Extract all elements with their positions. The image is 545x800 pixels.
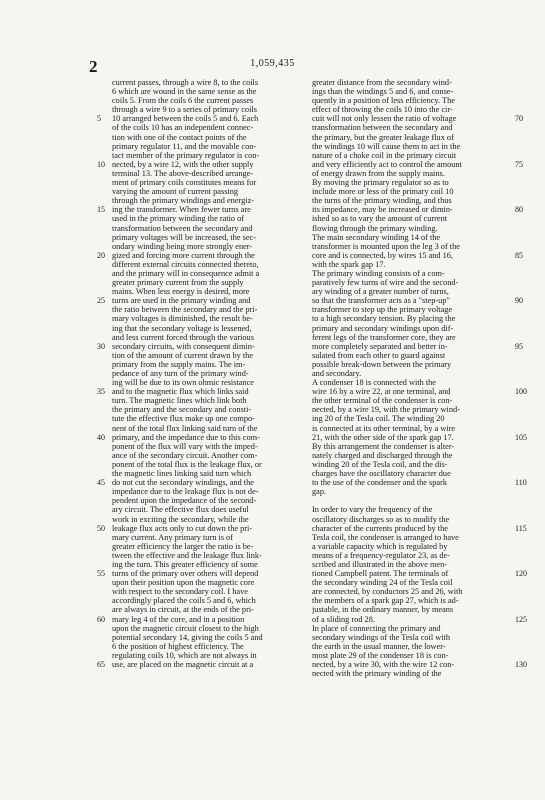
text-line: varying the amount of current passing [112,187,239,197]
text-line: primary, and the impedance due to this com- [112,432,260,442]
text-line: 10 arranged between the coils 5 and 6. Each [112,114,259,124]
text-line: primary regulator 11, and the movable con- [112,141,257,151]
text-line: transformer is mounted upon the leg 3 of the [312,241,460,251]
text-line: possible break-down between the primary [312,359,452,369]
text-line: ary circuit. The effective flux does useful [112,505,249,515]
text-line: is connected at its other terminal, by a wire [312,423,456,433]
text-line: and very efficiently act to control the amount [312,159,462,169]
text-line: of the coils 10 has an independent connec- [112,123,254,133]
text-line [312,496,510,505]
text-line: 6 which are wound in the same sense as the [112,87,257,97]
line-number: 105 [515,432,527,442]
line-number: 130 [515,660,527,670]
text-line: the primary, but the greater leakage flux of [312,132,454,142]
text-line: paratively few turns of wire and the second- [312,278,459,288]
text-line: leakage flux acts only to cut down the pri- [112,523,253,533]
text-line: of energy drawn from the supply mains. [312,168,445,178]
text-line: ished so as to vary the amount of current [312,214,448,224]
text-line: more completely separated and better in- [312,341,448,351]
text-line: mary voltages is diminished, the result be- [112,314,253,324]
text-line: transformation between the secondary and [312,123,453,133]
text-line: In place of connecting the primary and [312,623,441,633]
text-line: nately charged and discharged through the [312,450,453,460]
text-line: transformation between the secondary and [112,223,253,233]
text-line: pedance of any turn of the primary wind- [112,369,249,378]
text-line: of a sliding rod 28. [312,614,375,624]
text-line: ings than the windings 5 and 6, and conse- [312,87,454,97]
text-line: tact member of the primary regulator is con- [112,150,260,160]
text-line: nature of a choke coil in the primary circuit [312,150,457,160]
text-line: a variable capacity which is regulated by [312,541,448,551]
text-line: nected, by a wire 30, with the wire 12 con- [312,660,455,669]
text-line: secondary windings of the Tesla coil with [312,632,450,642]
line-number: 40 [97,432,105,442]
text-line: nected, by a wire 19, with the primary wind- [312,405,460,415]
line-number: 30 [97,341,105,351]
text-line: cuit will not only lessen the ratio of voltage [312,114,457,124]
text-line: ing 20 of the Tesla coil. The winding 20 [312,414,445,424]
text-line: ary winding of a greater number of turns, [312,287,449,297]
text-line: nent of the total flux linking said turn of the [112,423,258,433]
text-line: include more or less of the primary coil 10 [312,187,454,197]
text-line: sulated from each other to guard against [312,350,446,360]
line-number: 100 [515,387,527,397]
text-line: so that the transformer acts as a "step-up" [312,296,450,306]
text-line: the magnetic lines linking said turn which [112,469,252,479]
line-number: 125 [515,614,527,624]
text-line: By moving the primary regulator so as to [312,178,449,188]
text-line: effect of throwing the coils 10 into the cir- [312,105,453,115]
text-line: upon the magnetic circuit closest to the high [112,623,259,633]
text-line: tion of the amount of current drawn by the [112,350,254,360]
text-line: mains. When less energy is desired, more [112,287,250,297]
text-line: do not cut the secondary windings, and the [112,478,254,488]
right-text-column [312,78,510,678]
line-number: 50 [97,523,105,533]
text-line: potential secondary 14, giving the coils 5 and [112,632,263,642]
text-line: turns of the primary over others will depend [112,569,259,579]
line-number: 15 [97,205,105,215]
line-number: 110 [515,478,527,488]
text-line: nected with the primary winding of the [312,669,442,679]
text-line: gized and forcing more current through the [112,250,255,260]
text-line: ponent of the flux will vary with the imped- [112,441,258,451]
text-line: to the use of the condenser and the spark [312,478,448,488]
line-number: 85 [515,250,523,260]
text-line: the other terminal of the condenser is con- [312,396,453,406]
text-line: mary current. Any primary turn is of [112,532,233,542]
text-line: mary leg 4 of the core, and in a position [112,614,245,624]
text-line: are always in circuit, at the ends of the pri- [112,605,254,615]
text-line: and the primary will in consequence admit a [112,268,260,278]
text-line: nected, by a wire 12, with the other supply [112,159,254,169]
line-number: 115 [515,523,527,533]
text-line: terminal 13. The above-described arrange- [112,168,254,178]
line-number: 55 [97,569,105,579]
text-line: are connected, by conductors 25 and 26, with [312,587,463,597]
text-line: greater distance from the secondary wind- [312,78,452,87]
text-line: upon their position upon the magnetic core [112,578,255,588]
text-line: winding 20 of the Tesla coil, and the dis- [312,459,448,469]
text-line: gap. [312,487,327,497]
text-line: The main secondary winding 14 of the [312,232,441,242]
text-line: greater efficiency the larger the ratio is be- [112,541,254,551]
text-line: the turns of the primary winding, and thus [312,196,452,206]
text-line: quently in a position of less efficiency. The [312,96,455,106]
line-number: 5 [97,114,101,124]
text-line: wire 16 by a wire 22, at one terminal, and [312,387,451,397]
text-line: through the primary windings and energiz- [112,196,255,206]
text-line: 6 the position of highest efficiency. The [112,641,244,651]
text-line: charges have the oscillatory character due [312,469,451,479]
text-line: impedance due to the leakage flux is not de- [112,487,259,497]
text-line: regulating coils 10, which are not always in [112,650,257,660]
line-number: 75 [515,159,523,169]
text-line: ance of the secondary circuit. Another com- [112,450,258,460]
text-line: most plate 29 of the condenser 18 is con- [312,650,449,660]
text-line: secondary circuits, with consequent dimin- [112,341,255,351]
text-line: scribed and illustrated in the above men- [312,559,448,569]
line-number: 120 [515,569,527,579]
line-number: 65 [97,660,105,670]
text-line: ing the turn. This greater efficiency of some [112,559,258,569]
text-line: ferent legs of the transformer core, they are [312,332,456,342]
text-line: justable, in the ordinary manner, by means [312,605,454,615]
text-line: oscillatory discharges so as to modify the [312,514,450,524]
text-line: through a wire 9 to a series of primary coils [112,105,257,115]
text-line: and less current forced through the various [112,332,254,342]
text-line: In order to vary the frequency of the [312,505,433,515]
text-line: ment of primary coils constitutes means for [112,178,257,188]
text-line: ing will be due to its own ohmic resistance [112,378,254,388]
text-line: ondary winding being more strongly ener- [112,241,253,251]
line-number: 70 [515,114,523,124]
text-line: Tesla coil, the condenser is arranged to have [312,532,459,542]
text-line: By this arrangement the condenser is alter- [312,441,455,451]
text-line: means of a frequency-regulator 23, as de- [312,550,450,560]
text-line: tute the effective flux make up one compo- [112,414,255,424]
text-line: turn. The magnetic lines which link both [112,396,247,406]
line-number: 90 [515,296,523,306]
text-line: different external circuits connected thereto, [112,259,259,269]
line-number: 35 [97,387,105,397]
line-number: 25 [97,296,105,306]
text-line: the secondary winding 24 of the Tesla coil [312,578,453,588]
text-line: character of the currents produced by the [312,523,448,533]
text-line: the windings 10 will cause them to act in the [312,141,461,151]
line-number: 20 [97,250,105,260]
line-number: 45 [97,478,105,488]
line-number: 10 [97,159,105,169]
text-line: the ratio between the secondary and the pri- [112,305,258,315]
text-line: primary and secondary windings upon dif- [312,323,454,333]
text-line: use, are placed on the magnetic circuit at a [112,660,254,669]
text-line: flowing through the primary winding. [312,223,438,233]
text-line: its impedance, may be increased or dimin- [312,205,453,215]
text-line: tioned Campbell patent. The terminals of [312,569,449,579]
text-line: primary voltages will be increased, the sec- [112,232,256,242]
text-line: used in the primary winding the ratio of [112,214,245,224]
text-line: turns are used in the primary winding and [112,296,251,306]
text-line: tween the effective and the leakage flux link- [112,550,262,560]
text-line: ing the transformer. When fewer turns are [112,205,251,215]
text-line: accordingly placed the coils 5 and 6, which [112,596,256,606]
text-line: current passes, through a wire 8, to the coils [112,78,259,87]
text-line: coils 5. From the coils 6 the current passes [112,96,254,106]
text-line: to a high secondary tension. By placing the [312,314,456,324]
text-line: tion with one of the contact points of the [112,132,247,142]
text-line: the primary and the secondary and consti- [112,405,252,415]
text-line: core and is connected, by wires 15 and 16, [312,250,454,260]
text-line: pendent upon the impedance of the second- [112,496,257,506]
text-line: greater primary current from the supply [112,278,244,288]
text-line: A condenser 18 is connected with the [312,378,436,388]
text-line: with the spark gap 17. [312,259,386,269]
text-line: transformer to step up the primary voltage [312,305,453,315]
text-line: and to the magnetic flux which links said [112,387,249,397]
text-line: with respect to the secondary coil. I have [112,587,248,597]
text-line: 21, with the other side of the spark gap 17. [312,432,454,442]
text-line: ing that the secondary voltage is lessened, [112,323,252,333]
text-line: and secondary. [312,369,362,378]
text-line: ponent of the total flux is the leakage flux, or [112,459,262,469]
line-number: 80 [515,205,523,215]
line-number: 95 [515,341,523,351]
text-line: the earth in the usual manner, the lower- [312,641,446,651]
left-text-column [112,78,312,669]
line-number: 60 [97,614,105,624]
page-number: 2 [89,57,98,76]
text-line: primary from the supply mains. The im- [112,359,246,369]
patent-number: 1,059,435 [250,58,295,69]
text-line: work in exciting the secondary, while the [112,514,249,524]
text-line: the members of a spark gap 27, which is ad- [312,596,459,606]
text-line: The primary winding consists of a com- [312,268,445,278]
